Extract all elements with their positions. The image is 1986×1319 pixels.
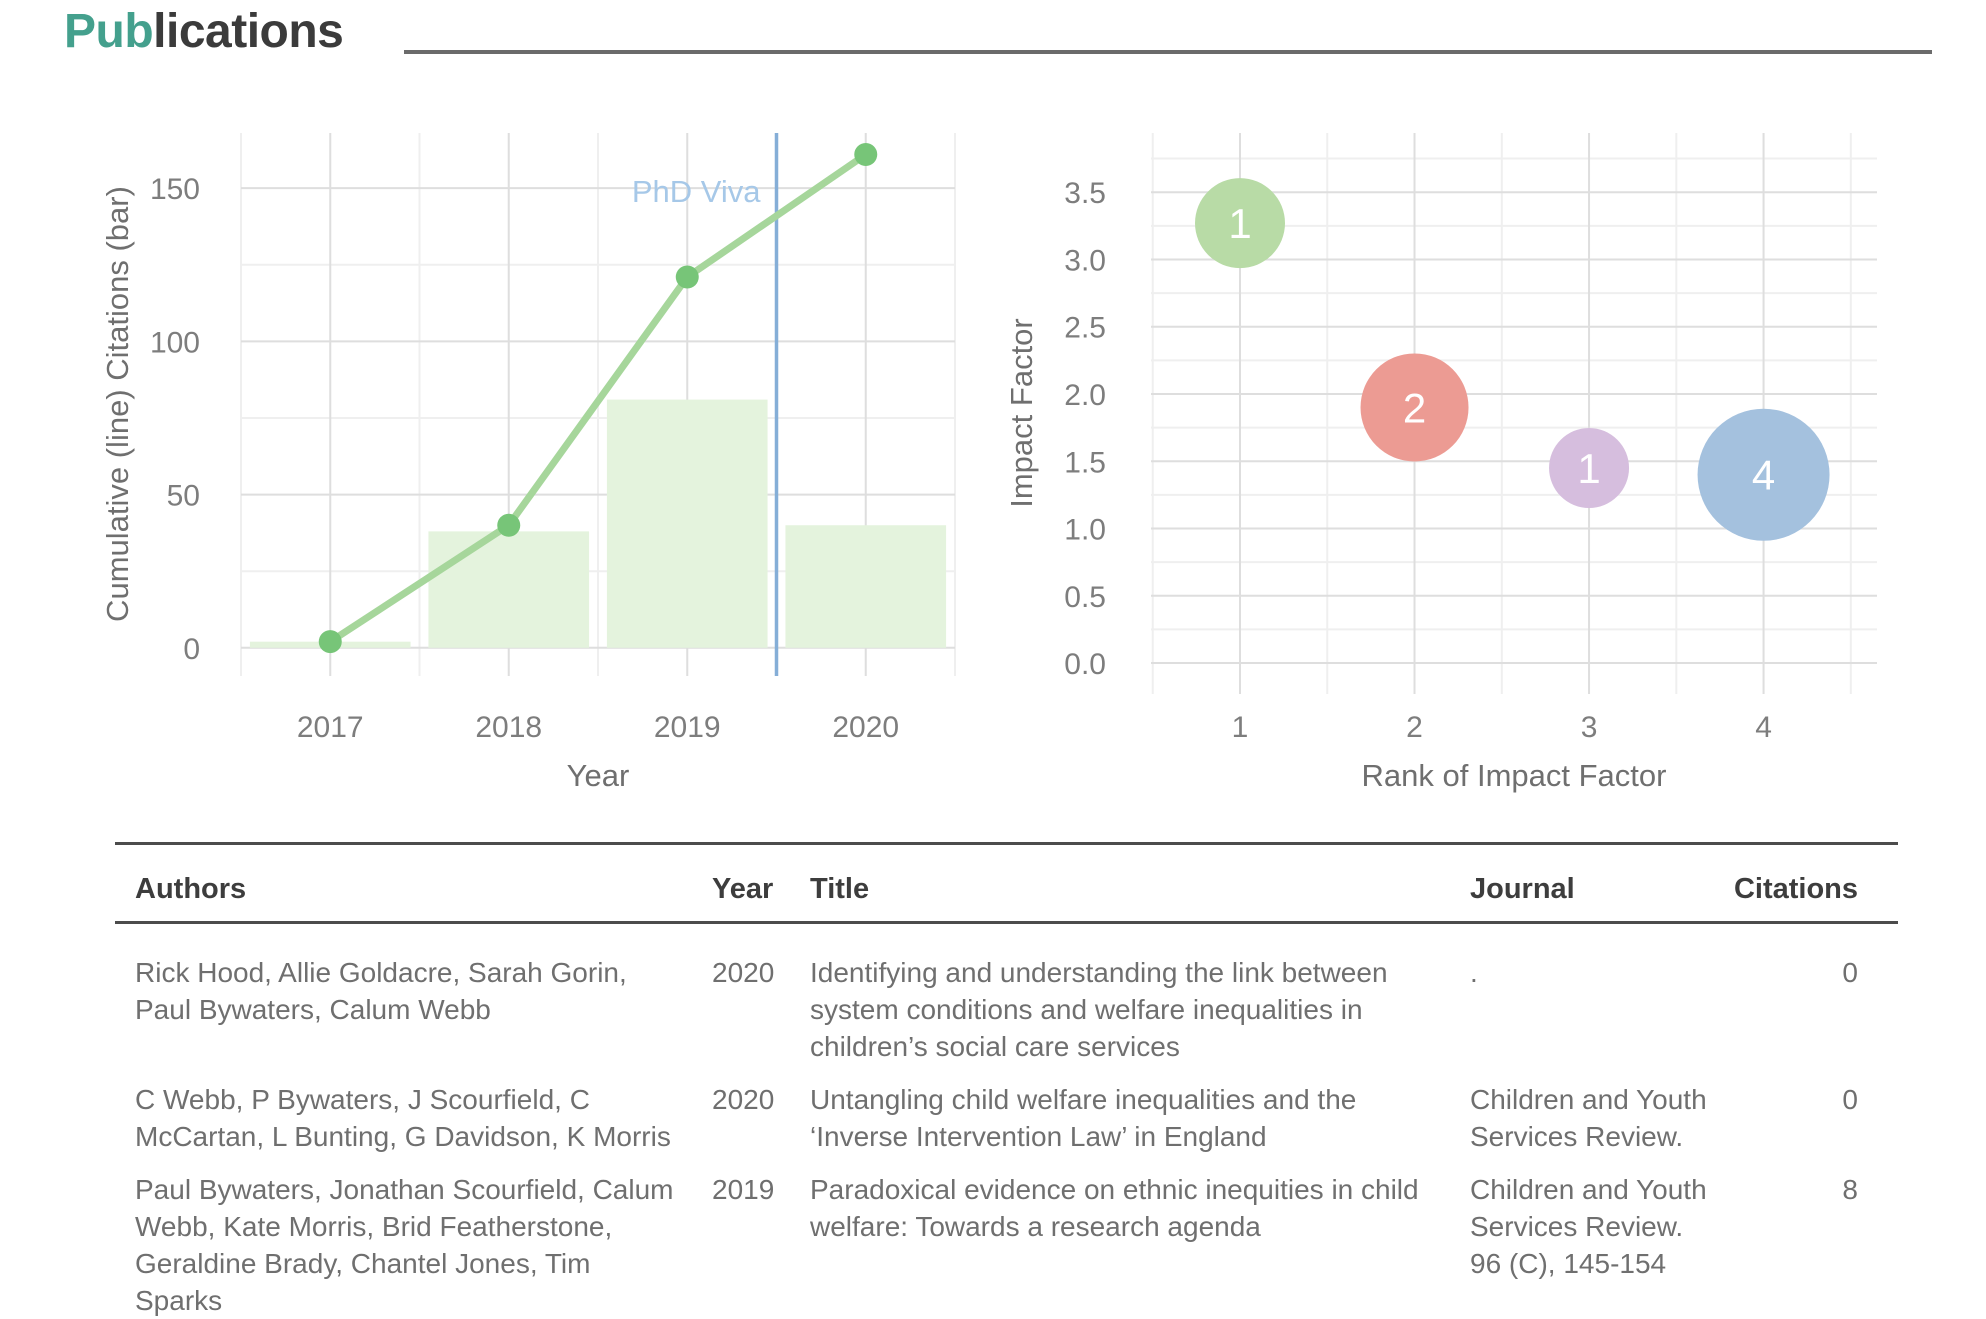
svg-text:1.0: 1.0 — [1064, 513, 1106, 547]
svg-text:150: 150 — [149, 173, 200, 207]
bubble-count-label: 4 — [1751, 451, 1776, 499]
col-header-title: Title — [810, 873, 870, 905]
table-cell-citations: 0 — [1842, 957, 1858, 988]
col-header-citations: Citations — [1733, 873, 1858, 905]
svg-text:2019: 2019 — [653, 711, 721, 744]
col-header-authors: Authors — [135, 873, 247, 905]
marker-2017 — [319, 630, 342, 653]
page-title-rest: lications — [153, 5, 344, 58]
table-cell-authors: Paul Bywaters, Jonathan Scourfield, Calum Webb, Kate Morris, Brid Featherstone, Geraldine Brady, Chantel Jones, Tim Sparks — [135, 1174, 674, 1316]
svg-text:3.5: 3.5 — [1064, 177, 1106, 211]
svg-text:0.0: 0.0 — [1064, 648, 1106, 682]
table-cell-authors: C Webb, P Bywaters, J Scourfield, C McCartan, L Bunting, G Davidson, K Morris — [135, 1084, 671, 1152]
bar-2018 — [428, 531, 589, 647]
bubble-count-label: 1 — [1228, 200, 1252, 248]
bar-2020 — [785, 525, 946, 648]
table-body — [115, 954, 1898, 1319]
marker-2019 — [676, 266, 699, 289]
svg-text:2.5: 2.5 — [1064, 311, 1106, 345]
axes-labels — [100, 173, 899, 793]
table-row — [115, 954, 1898, 1065]
table-cell-journal: . — [1470, 957, 1478, 988]
bubble-count-label: 2 — [1402, 384, 1427, 432]
svg-text:2: 2 — [1406, 711, 1423, 744]
citations-chart — [100, 133, 955, 793]
table-row — [115, 1171, 1898, 1319]
col-header-journal: Journal — [1470, 873, 1575, 905]
table-cell-title: Untangling child welfare inequalities and the ‘Inverse Intervention Law’ in England — [810, 1084, 1357, 1152]
svg-text:2.0: 2.0 — [1064, 378, 1106, 412]
svg-text:1: 1 — [1231, 711, 1249, 744]
table-header-row — [115, 845, 1898, 924]
table-cell-year: 2019 — [712, 1174, 775, 1205]
svg-text:2018: 2018 — [475, 711, 543, 744]
marker-2018 — [497, 514, 520, 537]
table-row — [115, 1081, 1898, 1155]
impact-factor-chart — [1004, 133, 1877, 793]
page-title-highlight: Pub — [64, 5, 154, 58]
table-cell-citations: 0 — [1842, 1084, 1858, 1115]
publications-table — [115, 842, 1898, 1319]
table-cell-year: 2020 — [712, 957, 775, 988]
y-axis-title: Cumulative (line) Citations (bar) — [100, 186, 135, 622]
table-cell-year: 2020 — [712, 1084, 775, 1115]
col-header-year: Year — [712, 873, 774, 905]
bubble-count-label: 1 — [1577, 444, 1601, 492]
svg-text:3.0: 3.0 — [1064, 244, 1106, 278]
svg-text:100: 100 — [149, 326, 200, 360]
table-cell-journal: Children and Youth Services Review. — [1470, 1084, 1707, 1152]
table-cell-journal: Children and Youth Services Review. 96 (C), 145-154 — [1470, 1174, 1707, 1279]
svg-text:4: 4 — [1755, 711, 1772, 744]
phd-viva-label: PhD Viva — [631, 174, 761, 209]
svg-text:0: 0 — [183, 632, 200, 666]
table-cell-title: Paradoxical evidence on ethnic inequities in child welfare: Towards a research agenda — [810, 1174, 1419, 1242]
svg-text:1.5: 1.5 — [1064, 446, 1106, 480]
axes-labels — [1004, 177, 1772, 793]
table-cell-citations: 8 — [1842, 1174, 1858, 1205]
marker-2020 — [854, 143, 877, 166]
svg-text:2017: 2017 — [296, 711, 364, 744]
table-cell-title: Identifying and understanding the link between system conditions and welfare inequalities in children’s social care services — [810, 957, 1388, 1062]
bar-2019 — [607, 400, 768, 648]
y-axis-title: Impact Factor — [1004, 318, 1039, 508]
svg-text:0.5: 0.5 — [1064, 580, 1106, 614]
table-cell-authors: Rick Hood, Allie Goldacre, Sarah Gorin, Paul Bywaters, Calum Webb — [135, 957, 627, 1025]
x-axis-title: Year — [566, 758, 630, 793]
x-axis-title: Rank of Impact Factor — [1361, 758, 1667, 793]
svg-text:2020: 2020 — [832, 711, 900, 744]
svg-text:3: 3 — [1580, 711, 1598, 744]
svg-text:50: 50 — [166, 479, 200, 513]
